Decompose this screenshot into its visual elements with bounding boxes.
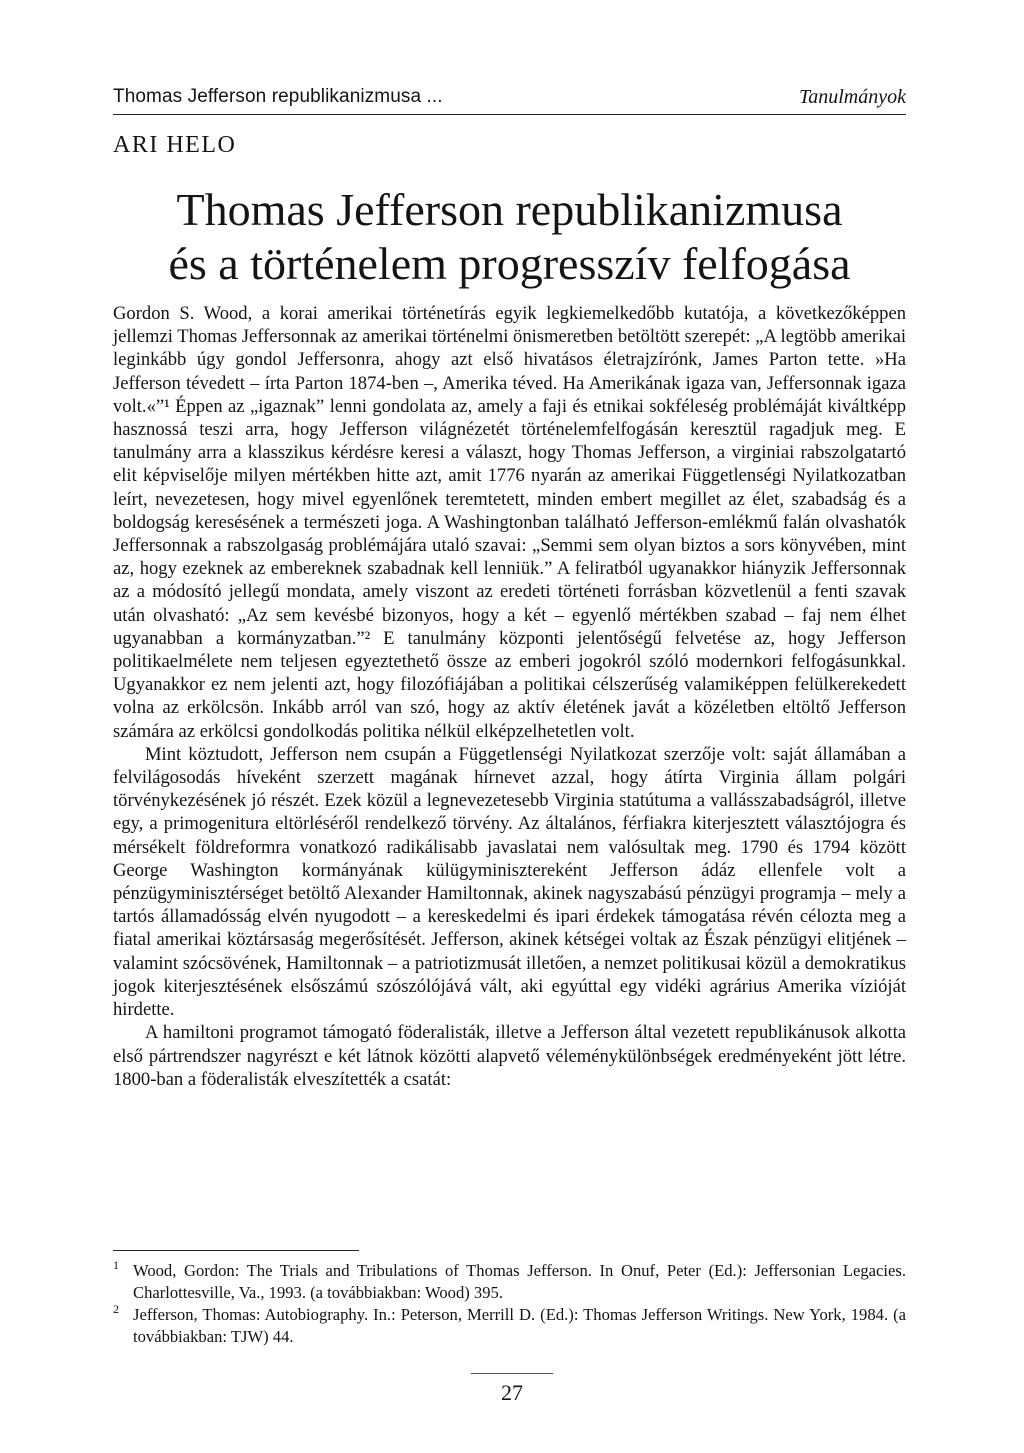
footnotes — [113, 1260, 906, 1348]
body-paragraph: Gordon S. Wood, a korai amerikai történetírás egyik legkiemelkedőbb kutatója, a következőképpen jellemzi Thomas Jeffersonnak az amerikai történelmi önismeretben betöltött szerepét: „A legtöbb amerikai leginkább úgy gondol Jeffersonra, ahogy azt első hivatásos életrajzírónk, James Parton tette. »Ha Jefferson tévedett – írta Parton 1874-ben –, Amerika téved. Ha Amerikának igaza van, Jeffersonnak igaza volt.«”¹ Éppen az „igaznak” lenni gondolata az, amely a faji és etnikai sokféleség problémáját kiváltképp hasznossá teszi arra, hogy Jefferson világnézetét történelemfelfogásán keresztül ragadjuk meg. E tanulmány arra a klasszikus kérdésre keresi a választ, hogy Thomas Jefferson, a virginiai rabszolgatartó elit képviselője milyen mértékben hitte azt, amit 1776 nyarán az amerikai Függetlenségi Nyilatkozatban leírt, nevezetesen, hogy mivel egyenlőnek teremtetett, minden embert megillet az élet, szabadság és a boldogság keresésének a természeti joga. A Washingtonban található Jefferson-emlékmű falán olvashatók Jeffersonnak a rabszolgaság problémájára utaló szavai: „Semmi sem olyan biztos a sors könyvében, mint az, hogy ezeknek az embereknek szabadnak kell lenniük.” A feliratból ugyanakkor hiányzik Jeffersonnak az a módosító jellegű mondata, amely viszont az eredeti történeti forrásban közvetlenül a fenti szavak után olvasható: „Az sem kevésbé bizonyos, hogy a két – egyenlő mértékben szabad – faj nem élhet ugyanabban a kormányzatban.”² E tanulmány központi jelentőségű felvetése az, hogy Jefferson politikaelmélete nem teljesen egyeztethető össze az emberi jogokról szóló modernkori felfogásunkkal. Ugyanakkor ez nem jelenti azt, hogy filozófiájában a politikai célszerűség valamiképpen felülkerekedett volna az erkölcsön. Inkább arról van szó, hogy az aktív életének javát a közéletben eltöltő Jefferson számára az erkölcsi gondolkodás politika nélkül elképzelhetetlen volt. — [113, 303, 906, 742]
body-paragraph: Mint köztudott, Jefferson nem csupán a Függetlenségi Nyilatkozat szerzője volt: saját államában a felvilágosodás híveként szerzett magának hírnevet azzal, hogy átírta Virginia állam polgári törvénykezésének jó részét. Ezek közül a legnevezetesebb Virginia statútuma a vallásszabadságról, illetve egy, a primogenitura eltörléséről rendelkező törvény. Az általános, férfiakra kiterjesztett választójogra és mérsékelt földreformra vonatkozó radikálisabb javaslatai nem valósultak meg. 1790 és 1794 között George Washington kormányának külügyminisztereként Jefferson ádáz ellenfele volt a pénzügyminisztérséget betöltő Alexander Hamiltonnak, akinek nagyszabású pénzügyi programja – mely a tartós államadósság elvén nyugodott – a kereskedelmi és ipari érdekek támogatása révén célozta meg a fiatal amerikai köztársaság megerősítését. Jefferson, akinek kétségei voltak az Észak pénzügyi elitjének – valamint szócsövének, Hamiltonnak – a patriotizmusát illetően, a nemzet politikusai közül a demokratikus jogok kiterjesztésének elsőszámú szószólójává vált, aki egyúttal egy vidéki agrárius Amerika vízióját hirdette. — [113, 743, 906, 1021]
article-author: ARI HELO — [113, 132, 237, 158]
footnote-mark: 2 — [113, 1302, 119, 1316]
article-title — [113, 183, 906, 291]
article-title-line-2: és a történelem progresszív felfogása — [168, 238, 851, 289]
page-number-divider — [471, 1373, 553, 1374]
article-title-line-1: Thomas Jefferson republikanizmusa — [176, 184, 843, 235]
footnote-mark: 1 — [113, 1258, 119, 1272]
running-header-title: Thomas Jefferson republikanizmusa ... — [113, 86, 443, 107]
article-body — [113, 302, 906, 1091]
body-paragraph: A hamiltoni programot támogató föderalisták, illetve a Jefferson által vezetett republikánusok alkotta első pártrendszer nagyrészt e két látnok közötti alapvető véleménykülönbségek eredményeként jött létre. 1800-ban a föderalisták elveszítették a csatát: — [113, 1022, 906, 1090]
footnote — [113, 1304, 906, 1347]
footnote-text: Wood, Gordon: The Trials and Tribulations of Thomas Jefferson. In Onuf, Peter (Ed.): Jeffersonian Legacies. Charlottesville, Va., 1993. (a továbbiakban: Wood) 395. — [133, 1261, 906, 1302]
footnote — [113, 1260, 906, 1303]
footnote-divider — [113, 1250, 359, 1251]
running-header-section: Tanulmányok — [798, 86, 906, 108]
running-header — [113, 84, 906, 115]
footnote-text: Jefferson, Thomas: Autobiography. In.: Peterson, Merrill D. (Ed.): Thomas Jefferson Writings. New York, 1984. (a továbbiakban: TJW) 44. — [133, 1305, 906, 1346]
page-number: 27 — [501, 1380, 523, 1405]
